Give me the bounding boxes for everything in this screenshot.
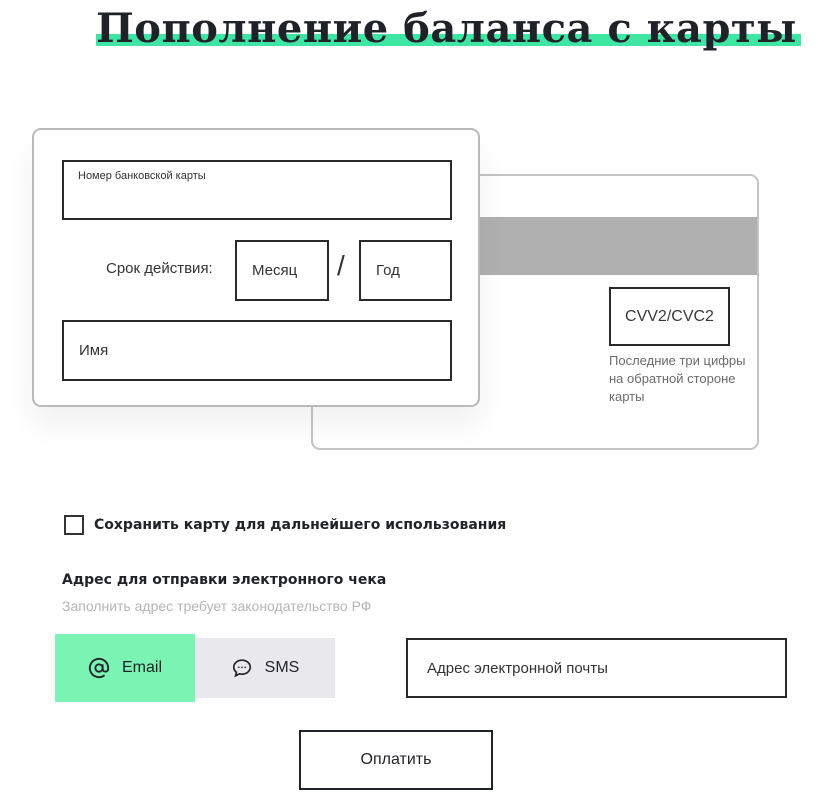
expiry-year-placeholder: Год: [376, 262, 400, 279]
card-front: [32, 128, 480, 407]
receipt-title: Адрес для отправки электронного чека: [62, 572, 387, 588]
tab-email-label: Email: [121, 659, 162, 676]
save-card-label[interactable]: Сохранить карту для дальнейшего использования: [94, 517, 507, 533]
card-number-field[interactable]: [62, 160, 452, 220]
email-input[interactable]: [406, 638, 787, 698]
expiry-label: Срок действия:: [106, 260, 213, 277]
page-title: Пополнение баланса с карты: [96, 6, 801, 52]
expiry-month-field[interactable]: [235, 240, 329, 301]
cardholder-name-field[interactable]: [62, 320, 452, 381]
cvv-field[interactable]: CVV2/CVC2: [609, 287, 730, 346]
expiry-year-field[interactable]: [359, 240, 452, 301]
save-card-row[interactable]: [64, 515, 506, 535]
tab-sms-label: SMS: [264, 659, 300, 676]
pay-button[interactable]: Оплатить: [299, 730, 493, 790]
receipt-subtitle: Заполнить адрес требует законодательство РФ: [62, 598, 372, 614]
card-number-label: Номер банковской карты: [78, 170, 206, 182]
expiry-month-placeholder: Месяц: [252, 262, 298, 279]
tab-email[interactable]: [55, 634, 195, 702]
chat-icon: [231, 657, 253, 679]
date-separator: /: [337, 250, 345, 281]
save-card-checkbox[interactable]: [64, 515, 84, 535]
tab-sms[interactable]: [195, 638, 335, 698]
cvv-hint: Последние три цифры на обратной стороне карты: [609, 353, 746, 404]
cardholder-name-placeholder: Имя: [79, 342, 109, 359]
at-icon: [88, 657, 110, 679]
